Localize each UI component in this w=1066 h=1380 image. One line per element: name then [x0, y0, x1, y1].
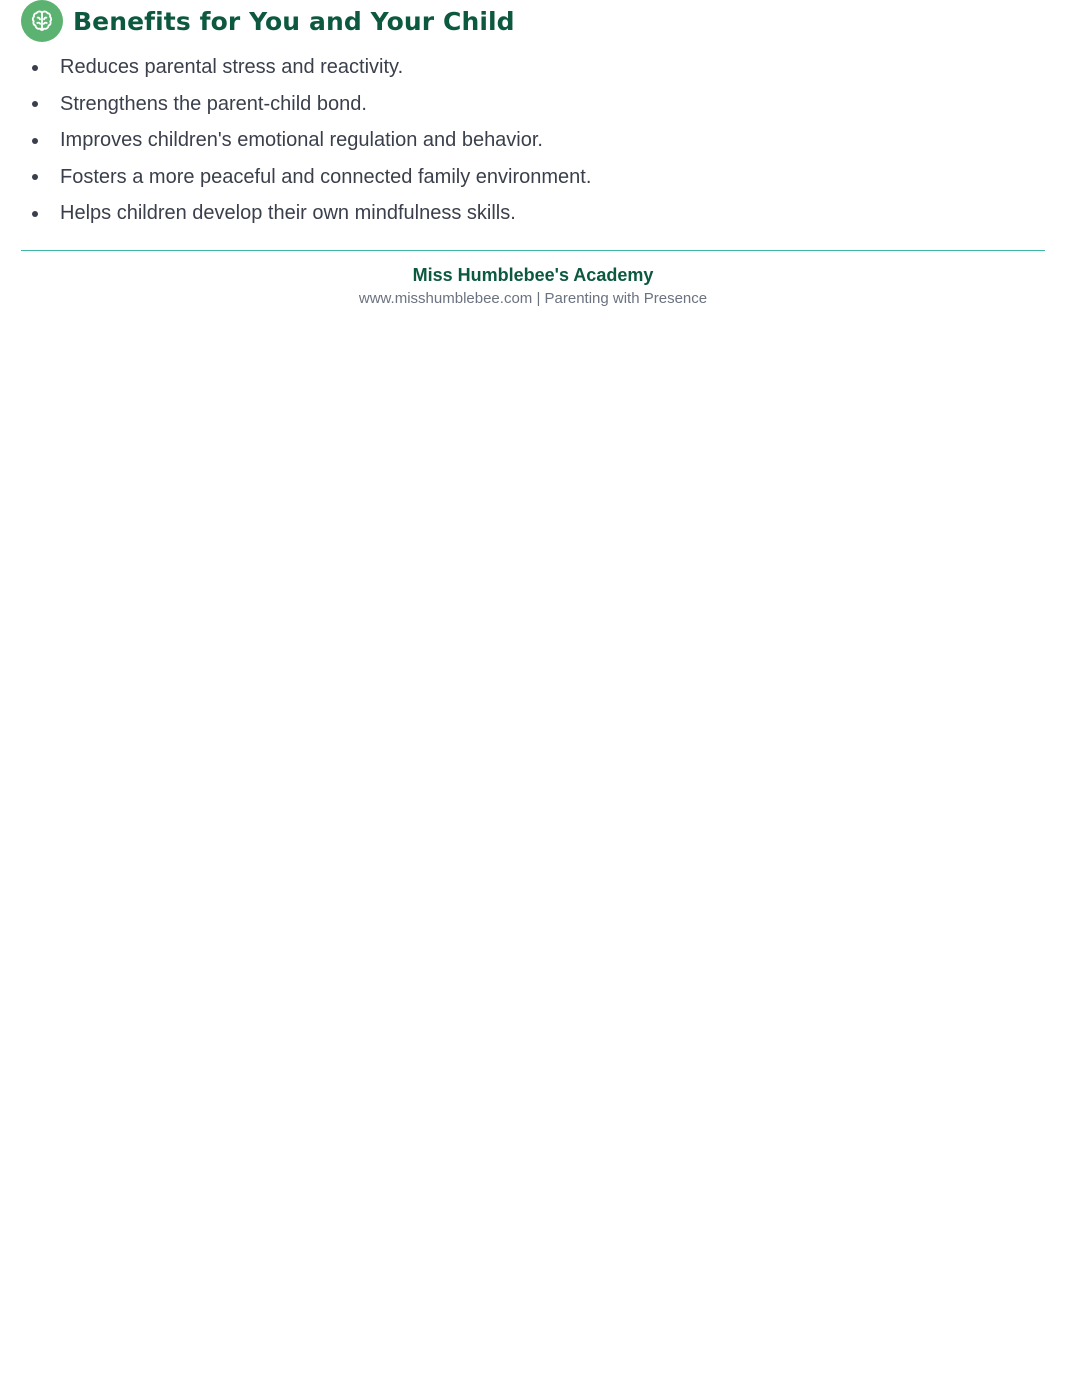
section-header — [21, 0, 515, 42]
footer-academy-name: Miss Humblebee's Academy — [412, 265, 654, 285]
list-item — [21, 159, 591, 196]
bullet-icon — [32, 101, 38, 107]
footer-tagline[interactable]: www.misshumblebee.com | Parenting with Presence — [358, 290, 708, 307]
benefit-text: Strengthens the parent-child bond. — [60, 92, 367, 115]
benefit-text: Fosters a more peaceful and connected family environment. — [60, 165, 592, 188]
bullet-icon — [32, 138, 38, 144]
footer-divider — [21, 250, 1045, 251]
benefit-text: Improves children's emotional regulation and behavior. — [60, 129, 543, 151]
footer — [0, 262, 1066, 310]
section-title: Benefits for You and Your Child — [73, 6, 515, 36]
benefit-list — [21, 49, 591, 232]
bullet-icon — [32, 65, 38, 71]
list-item — [21, 195, 591, 232]
list-item — [21, 122, 591, 159]
list-item — [21, 86, 591, 123]
bullet-icon — [32, 174, 38, 180]
list-item — [21, 49, 591, 86]
benefit-text: Reduces parental stress and reactivity. — [60, 56, 404, 78]
brain-icon — [21, 0, 63, 42]
benefit-text: Helps children develop their own mindfulness skills. — [60, 202, 516, 224]
bullet-icon — [32, 211, 38, 217]
